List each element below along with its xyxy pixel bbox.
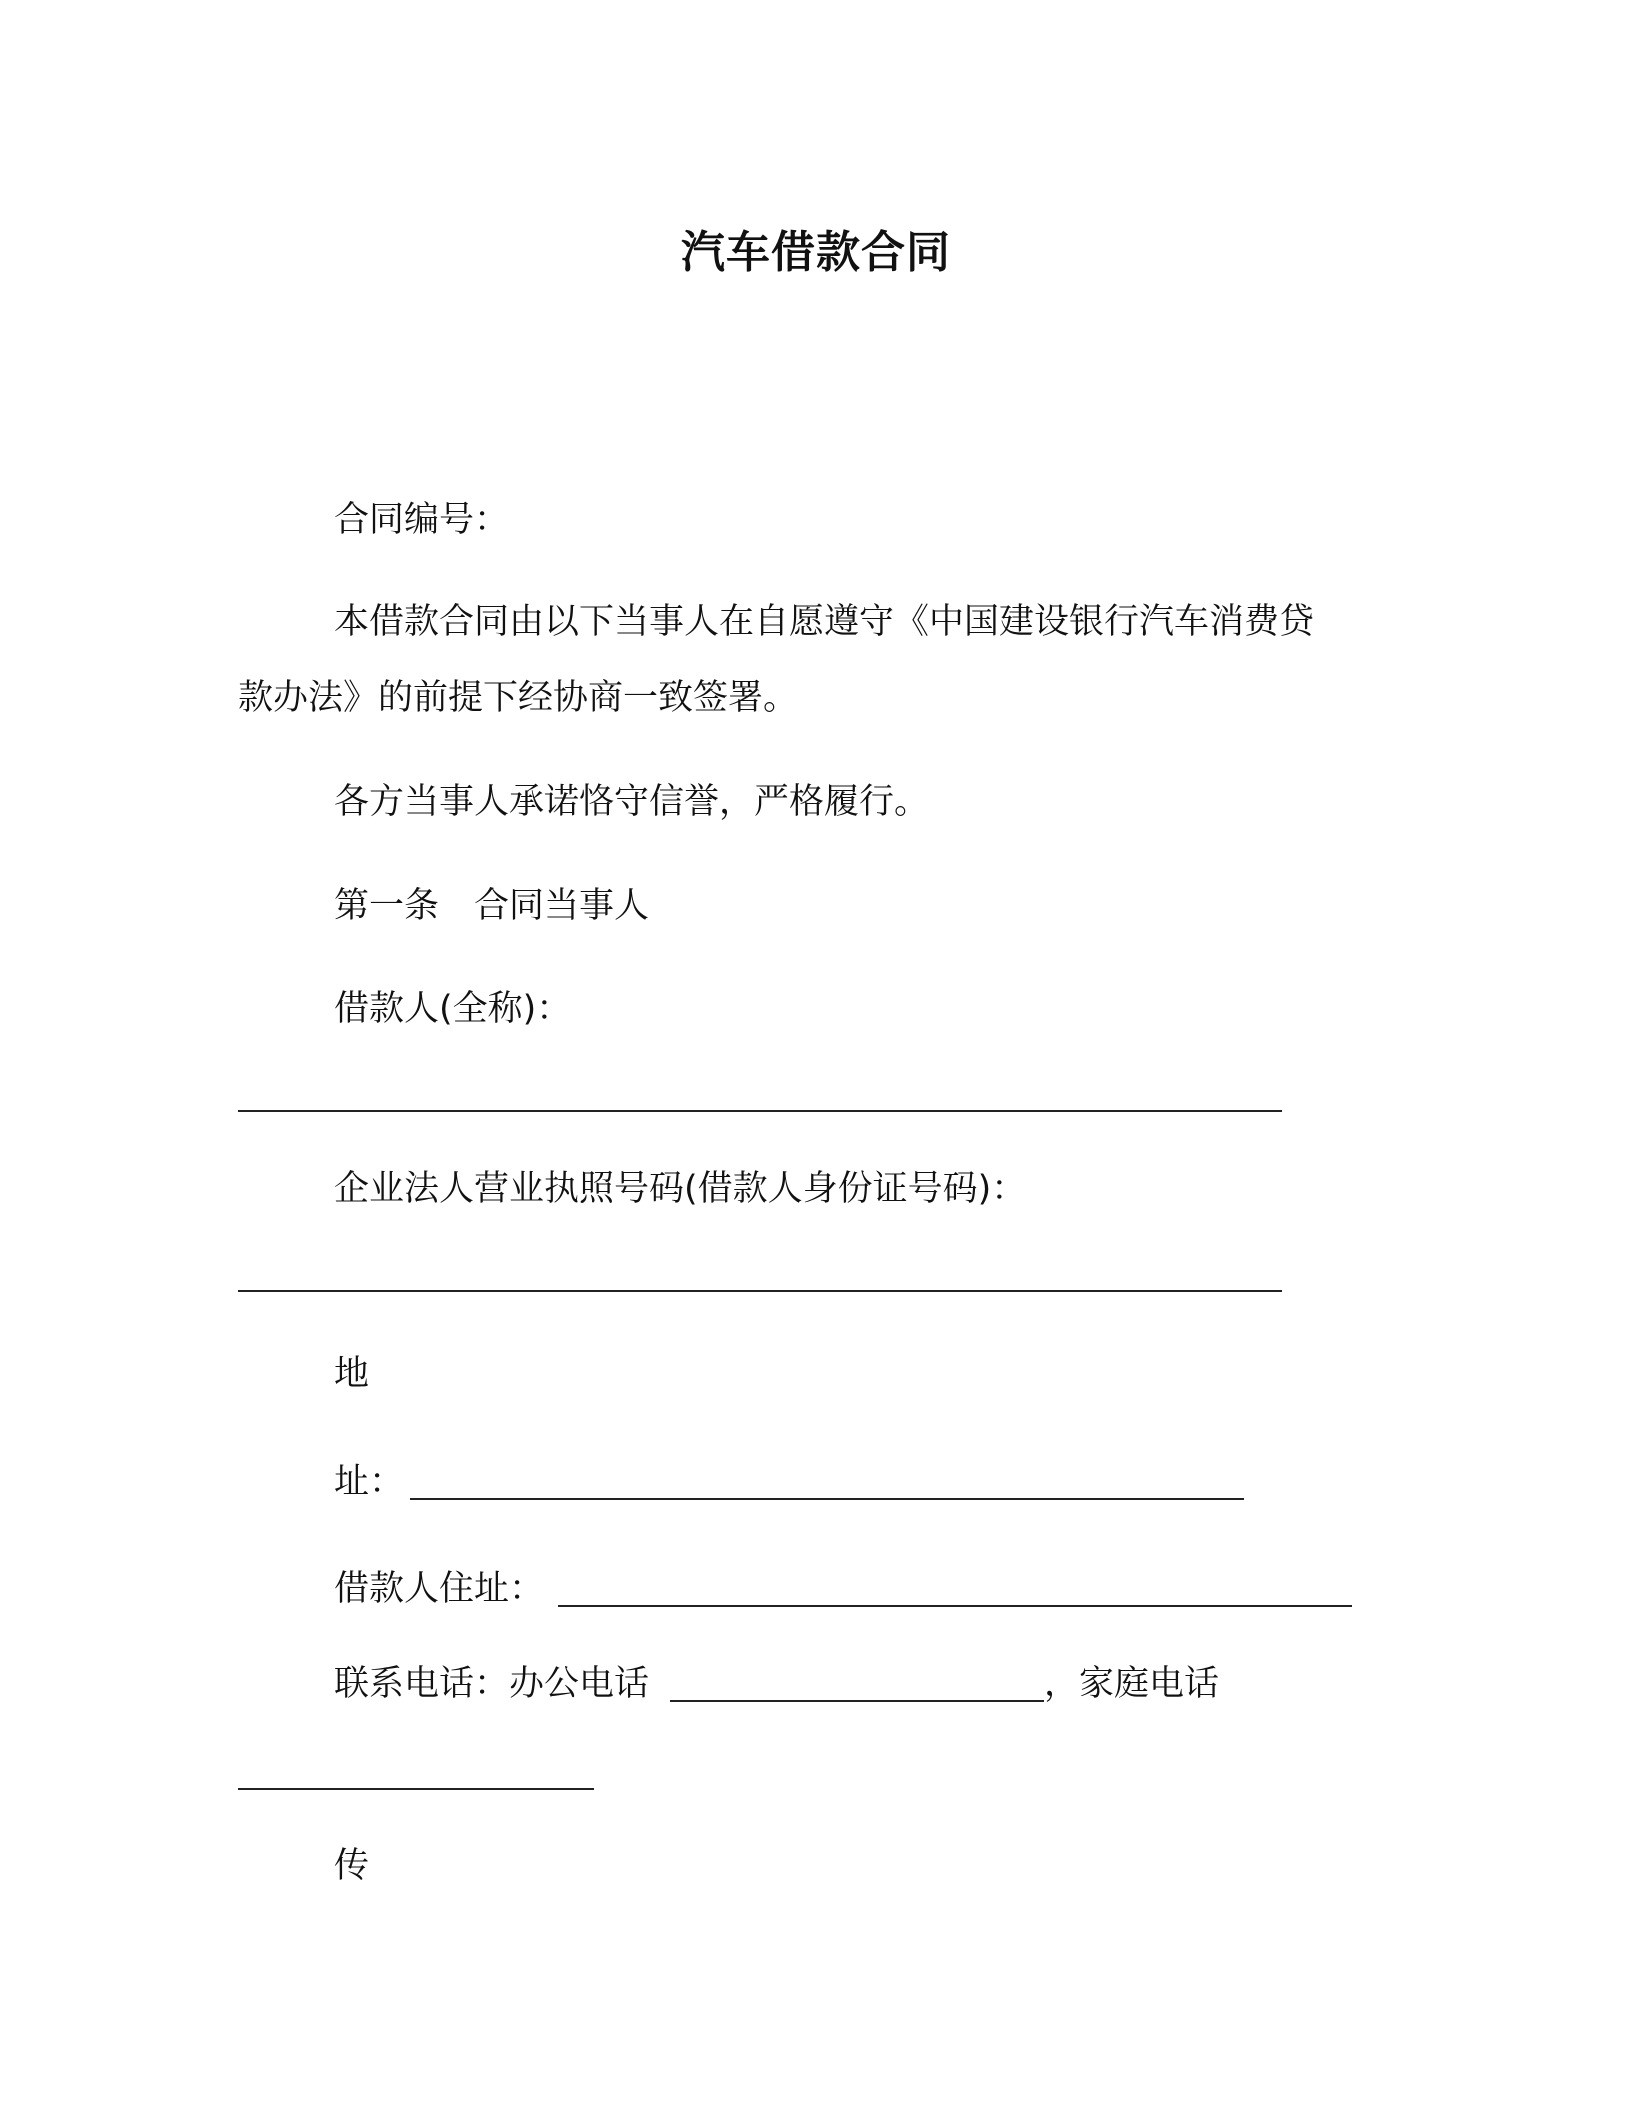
article-one-heading: 第一条 合同当事人 [334,886,650,926]
intro-paragraph-line-2: 款办法》的前提下经协商一致签署。 [238,678,799,718]
home-phone-label: ，家庭电话 [1044,1664,1220,1704]
address-blank [410,1498,1244,1500]
residence-label: 借款人住址： [334,1569,545,1609]
intro-paragraph-line-1: 本借款合同由以下当事人在自愿遵守《中国建设银行汽车消费贷 [334,602,1315,642]
home-phone-blank [238,1788,594,1790]
commitment-paragraph: 各方当事人承诺恪守信誉，严格履行。 [334,782,930,822]
borrower-name-blank [238,1110,1282,1112]
license-number-blank [238,1290,1282,1292]
contract-number-label: 合同编号： [334,500,510,540]
address-label-part-2: 址： [334,1462,405,1502]
office-phone-label: 联系电话：办公电话 [334,1664,650,1704]
document-title: 汽车借款合同 [681,227,951,278]
borrower-name-label: 借款人(全称)： [334,989,572,1029]
license-number-label: 企业法人营业执照号码(借款人身份证号码)： [334,1169,1027,1209]
residence-blank [558,1605,1352,1607]
address-label-part-1: 地 [334,1354,370,1394]
fax-label: 传 [334,1846,370,1886]
office-phone-blank [670,1700,1044,1702]
